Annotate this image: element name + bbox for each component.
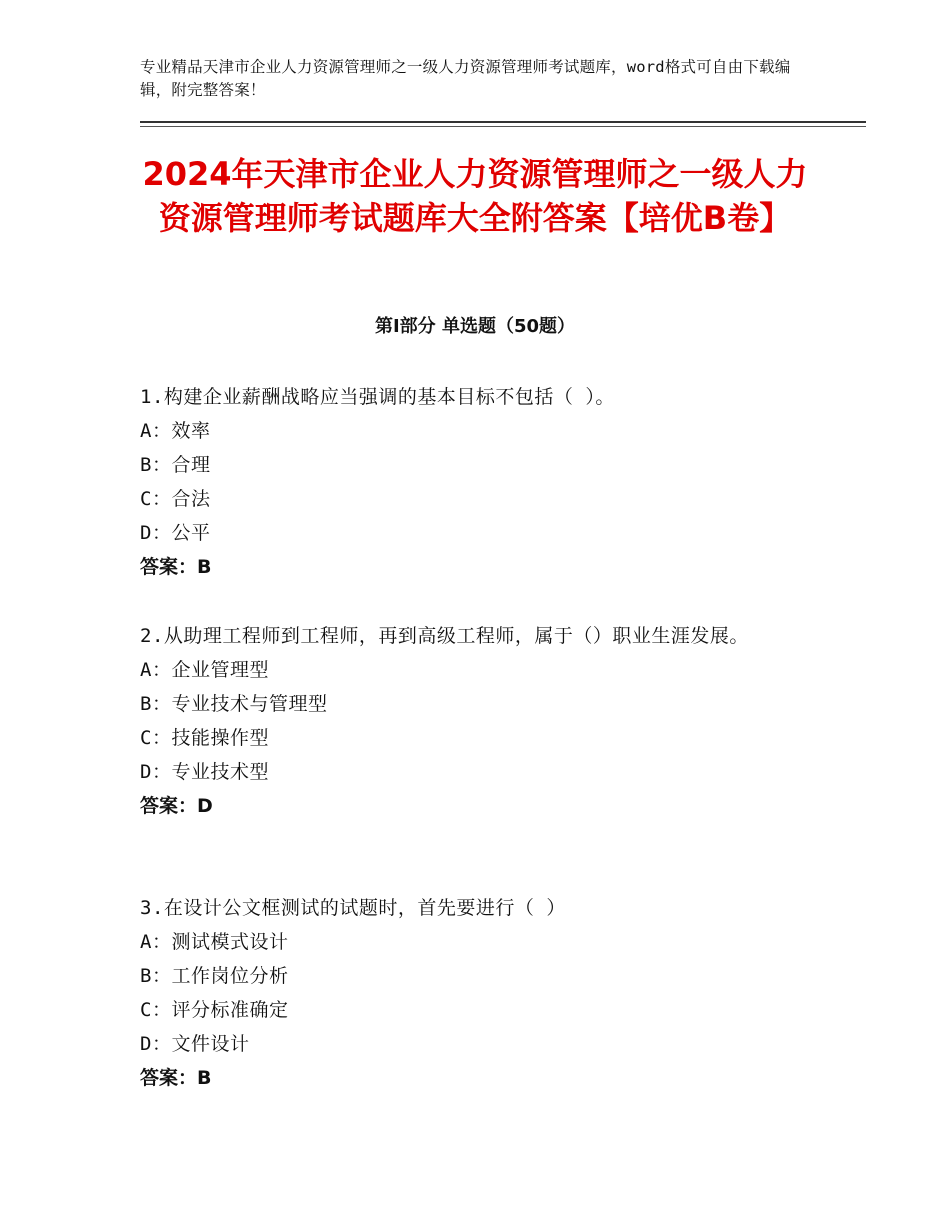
option-b: B：合理	[140, 454, 211, 476]
answer-label: 答案：B	[140, 1067, 212, 1089]
option-a: A：测试模式设计	[140, 931, 289, 953]
document-title: 2024年天津市企业人力资源管理师之一级人力资源管理师考试题库大全附答案【培优B卷】	[142, 155, 808, 237]
question-text: 2.从助理工程师到工程师，再到高级工程师，属于（）职业生涯发展。	[140, 625, 749, 647]
header-note: 专业精品天津市企业人力资源管理师之一级人力资源管理师考试题库，word格式可自由下载编辑，附完整答案！	[140, 58, 791, 99]
option-b: B：专业技术与管理型	[140, 693, 328, 715]
option-c: C：合法	[140, 488, 211, 510]
option-b: B：工作岗位分析	[140, 965, 289, 987]
option-a: A：企业管理型	[140, 659, 269, 681]
question-3	[140, 891, 820, 1095]
section-title: 第Ⅰ部分 单选题（50题）	[374, 316, 575, 337]
question-2	[140, 619, 820, 823]
header-divider-thick	[140, 121, 866, 123]
question-text: 3.在设计公文框测试的试题时，首先要进行（ ）	[140, 897, 566, 919]
answer-label: 答案：D	[140, 795, 213, 817]
option-d: D：文件设计	[140, 1033, 250, 1055]
question-text: 1.构建企业薪酬战略应当强调的基本目标不包括（ ）。	[140, 386, 615, 408]
option-c: C：技能操作型	[140, 727, 269, 749]
option-d: D：公平	[140, 522, 211, 544]
option-a: A：效率	[140, 420, 211, 442]
option-c: C：评分标准确定	[140, 999, 289, 1021]
option-d: D：专业技术型	[140, 761, 269, 783]
header-divider-thin	[140, 126, 866, 127]
question-1	[140, 380, 820, 584]
answer-label: 答案：B	[140, 556, 212, 578]
